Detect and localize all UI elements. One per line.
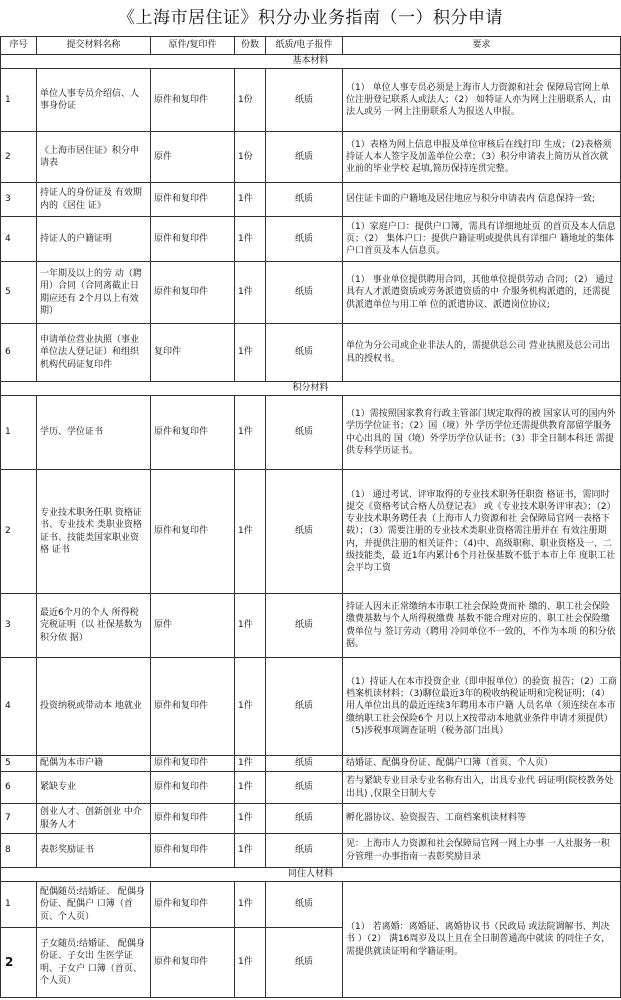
row-seq: 2 [1,928,37,998]
row-seq: 1 [1,69,37,132]
header-count: 份数 [235,37,266,55]
row-seq: 1 [1,396,37,470]
table-row [1,262,621,324]
copy-count: 1件 [235,470,266,594]
copy-count: 1件 [235,183,266,217]
header-seq: 序号 [1,37,37,55]
copy-count: 1件 [235,928,266,998]
requirement-text: 见：上海市人力资源和社会保障局官网一网上办事 一人社服务一积分管理一办事指南一表彰奖励目录 [343,834,621,868]
copy-count: 1件 [235,772,266,804]
original-type: 原件和复印件 [151,396,235,470]
copy-count: 1件 [235,594,266,658]
original-type: 原件和复印件 [151,882,235,928]
material-name: 配偶随员:结婚证、 配偶身份证、配偶户 口簿（首页、个人页） [37,882,151,928]
row-seq: 7 [1,804,37,834]
table-row [1,132,621,183]
copy-count: 1件 [235,804,266,834]
table-row [1,658,621,756]
copy-count: 1件 [235,262,266,324]
table-row [1,396,621,470]
material-name: 配偶为本市户籍 [37,756,151,772]
original-type: 原件和复印件 [151,658,235,756]
copy-count: 1件 [235,834,266,868]
original-type: 原件和复印件 [151,470,235,594]
table-row [1,69,621,132]
material-name: 持证人的身份证及 有效期内的《居住 证》 [37,183,151,217]
table-row [1,183,621,217]
copy-count: 1件 [235,658,266,756]
copy-count: 1件 [235,882,266,928]
copy-count: 1件 [235,324,266,382]
row-seq: 2 [1,132,37,183]
submission-medium: 纸质 [266,217,343,262]
row-seq: 2 [1,470,37,594]
table-row [1,756,621,772]
material-name: 一年期及以上的劳 动（聘用）合同（合同离截止日期应还有 2个月以上有效期） [37,262,151,324]
submission-medium: 纸质 [266,594,343,658]
material-name: 持证人的户籍证明 [37,217,151,262]
table-row [1,594,621,658]
submission-medium: 纸质 [266,658,343,756]
original-type: 原件和复印件 [151,928,235,998]
row-seq: 4 [1,217,37,262]
row-seq: 1 [1,882,37,928]
table-row [1,324,621,382]
material-name: 申请单位营业执照（事业单位法人登记证）和组织机构代码证复印件 [37,324,151,382]
copy-count: 1份 [235,69,266,132]
section-points: 积分材料 [1,382,621,396]
copy-count: 1件 [235,217,266,262]
material-name: 紧缺专业 [37,772,151,804]
table-row [1,804,621,834]
row-seq: 5 [1,756,37,772]
header-original: 原件/复印件 [151,37,235,55]
material-name: 《上海市居住证》积分申请表 [37,132,151,183]
material-name: 最近6个月的个人 所得税完税证明（以 社保基数为积分依 据） [37,594,151,658]
copy-count: 1件 [235,756,266,772]
material-name: 创业人才、创新创业 中介服务人才 [37,804,151,834]
requirements-table [0,36,621,998]
requirement-text: 若与紧缺专业目录专业名称有出入，出具专业代 码证明(院校教务处出具) ,仅限全日制大专 [343,772,621,804]
requirement-text: （1）需按照国家教育行政主管部门规定取得的被 国家认可的国内外学历学位证书；（2）国（境）外 学历学位还需提供教育部留学服务中心出具的 国（境）外学历学位认证书；（3）非全日制本科还 需提供专科学历证书。 [343,396,621,470]
header-req: 要求 [343,37,621,55]
copy-count: 1份 [235,132,266,183]
requirement-text: （1）家庭户口：提供户口簿，需具有详细地址页 的首页及本人信息页；（2） 集体户口：提供户籍证明或提供具有详细户 籍地址的集体户口首页及本人信息页。 [343,217,621,262]
original-type: 原件和复印件 [151,69,235,132]
row-seq: 3 [1,594,37,658]
requirement-text: （1） 若离婚：离婚证、离婚协议书（民政局 或法院调解书、判决书 ）（2） 满16周岁及以上且在全日制普通高中就读 的同住子女，需提供就读证明和学籍证明。 [343,882,621,998]
row-seq: 5 [1,262,37,324]
table-row [1,834,621,868]
row-seq: 4 [1,658,37,756]
copy-count: 1件 [235,396,266,470]
row-seq: 6 [1,772,37,804]
submission-medium: 纸质 [266,132,343,183]
material-name: 投资纳税或带动本 地就业 [37,658,151,756]
header-material: 提交材料名称 [37,37,151,55]
requirement-text: 居住证卡面的户籍地及居住地应与积分申请表内 信息保持一致; [343,183,621,217]
submission-medium: 纸质 [266,834,343,868]
submission-medium: 纸质 [266,262,343,324]
original-type: 原件和复印件 [151,756,235,772]
requirement-text: 单位为分公司或企业非法人的，需提供总公司 营业执照及总公司出具的授权书。 [343,324,621,382]
section-cohab: 同住人材料 [1,868,621,882]
original-type: 原件和复印件 [151,772,235,804]
header-row [1,37,621,55]
submission-medium: 纸质 [266,396,343,470]
requirement-text: 结婚证、配偶身份证、配偶户口簿（首页、个人页） [343,756,621,772]
table-row [1,772,621,804]
material-name: 表彰奖励证书 [37,834,151,868]
requirement-text: （1） 事业单位提供聘用合同，其他单位提供劳动 合同；（2） 通过具有人才派遣资质或劳务派遣资质的中 介服务机构派遣的，还需提供派遣单位与用工单 位的派遣协议、派遣岗位协议; [343,262,621,324]
row-seq: 3 [1,183,37,217]
requirement-text: （1） 单位人事专员必须是上海市人力资源和社会 保障局官网上单位注册登记联系人或法人；（2） 如特证人亦为网上注册联系人，由法人或另 一网上注册联系人为报送人申报。 [343,69,621,132]
material-name: 单位人事专员介绍信、人事身份证 [37,69,151,132]
submission-medium: 纸质 [266,183,343,217]
original-type: 原件和复印件 [151,262,235,324]
submission-medium: 纸质 [266,928,343,998]
original-type: 原件和复印件 [151,804,235,834]
submission-medium: 纸质 [266,772,343,804]
original-type: 原件 [151,594,235,658]
table-row [1,217,621,262]
requirement-text: （1）表格为网上信息申报及单位审核后在线打印 生成；（2)表格须持证人本人签字及加盖单位公章；（3）积分申请表上简历从首次就业前的毕业学校 起填,简历保持连贯完整。 [343,132,621,183]
submission-medium: 纸质 [266,324,343,382]
requirement-text: （1）持证人在本市投资企业（即申报单位）的验资 报告；（2）工商档案机读材料；（3)聊位最近3年的税收纳税证明和完税证明；（4）用人单位出具的最近连续3年聘用本市户籍 人员名单（须连续在本市缴纳职工社会保险6个 月以上X按带动本地就业条件申请才须提供）（5)涉税事项调查证明（税务部门出具） [343,658,621,756]
original-type: 原件和复印件 [151,183,235,217]
requirement-text: （1） 通过考试、评审取得的专业技术职务任职资 格证书，需同时提交《资格考试合格人员登记表》 或《专业技术职务评审表》；（2） 专业技术职务聘任表（上海市人力资源和社 会保障局官网一表格下载）；（3）需要注册的专业技术类职业资格需注册并在 有效注册期内，并提供注册的相关证件；（4)中、高级职称、职业资格及一、二级技能类，最 近1年内累计6个月社保基数不低于本市上年 度职工社会平均工资 [343,470,621,594]
original-type: 原件和复印件 [151,834,235,868]
submission-medium: 纸质 [266,69,343,132]
submission-medium: 纸质 [266,804,343,834]
material-name: 学历、学位证书 [37,396,151,470]
original-type: 原件和复印件 [151,217,235,262]
requirement-text: 持证人因未正常缴纳本市职工社会保险费而补 缴的、职工社会保险缴费基数与个人所得税缴费 基数不能合理对应的、职工社会保险缴费单位与 签订劳动（聘用 冷同单位不一致的，不作为本项 的积分依据。 [343,594,621,658]
requirement-text: 孵化器协议、验资报告、工商档案机读材料等 [343,804,621,834]
submission-medium: 纸质 [266,756,343,772]
row-seq: 6 [1,324,37,382]
material-name: 专业技术职务任职 资格证书、专业技术 类职业资格证书、技能类国家职业资格 证书 [37,470,151,594]
original-type: 复印件 [151,324,235,382]
header-medium: 纸质/电子报件 [266,37,343,55]
original-type: 原件 [151,132,235,183]
table-row [1,882,621,928]
table-row [1,470,621,594]
row-seq: 8 [1,834,37,868]
submission-medium: 纸质 [266,882,343,928]
section-basic: 基本材料 [1,55,621,69]
page-title: 《上海市居住证》积分办业务指南（一）积分申请 [118,8,503,28]
submission-medium: 纸质 [266,470,343,594]
material-name: 子女随员:结婚证、 配偶身份证、子女出 生医学证明、子女户 口簿（首页、个人页） [37,928,151,998]
